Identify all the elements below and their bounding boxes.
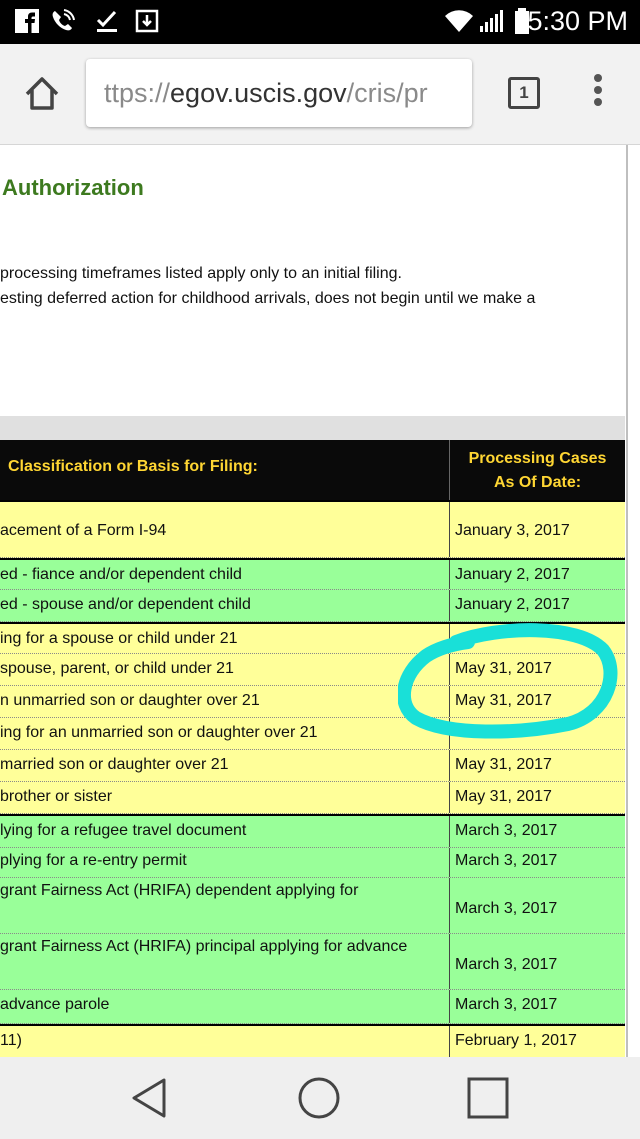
row-date-cell <box>449 590 625 621</box>
row-basis: n unmarried son or daughter over 21 <box>0 692 260 709</box>
url-text <box>104 78 428 109</box>
clock: 5:30 PM <box>527 6 628 36</box>
page-title: Authorization <box>2 175 144 200</box>
header-processing-date <box>450 447 625 495</box>
url-path: /cris/pr <box>346 78 428 108</box>
browser-toolbar <box>0 44 640 145</box>
row-date-cell <box>449 848 625 877</box>
row-date-cell <box>449 934 625 989</box>
notice-line-2: esting deferred action for childhood arrivals, does not begin until we make a <box>0 290 536 307</box>
table-header <box>0 440 625 501</box>
table-top-strip <box>0 416 625 440</box>
row-date: March 3, 2017 <box>455 956 558 973</box>
row-date: May 31, 2017 <box>455 788 552 805</box>
notice-line-1: processing timeframes listed apply only to an initial filing. <box>0 265 402 282</box>
row-date: March 3, 2017 <box>455 822 558 839</box>
table-row <box>0 782 625 814</box>
row-date: January 2, 2017 <box>455 596 570 613</box>
row-date-cell <box>449 816 625 847</box>
row-date: January 3, 2017 <box>455 522 570 539</box>
wifi-icon <box>444 8 474 34</box>
row-date-cell <box>449 782 625 813</box>
row-basis: ing for an unmarried son or daughter over 21 <box>0 724 318 741</box>
row-basis: acement of a Form I-94 <box>0 522 167 539</box>
back-icon[interactable] <box>126 1074 174 1122</box>
header-date-line-2: As Of Date: <box>493 474 582 491</box>
row-basis: spouse, parent, or child under 21 <box>0 660 234 677</box>
row-basis: grant Fairness Act (HRIFA) dependent applying for <box>0 882 359 899</box>
table-row <box>0 558 625 590</box>
table-row <box>0 1024 625 1057</box>
row-date: May 31, 2017 <box>455 756 552 773</box>
download-icon <box>134 8 160 34</box>
row-basis: advance parole <box>0 996 110 1013</box>
address-bar[interactable] <box>86 59 472 127</box>
row-date: March 3, 2017 <box>455 852 558 869</box>
facebook-icon <box>14 8 40 34</box>
header-classification: Classification or Basis for Filing: <box>8 458 258 475</box>
row-date: May 31, 2017 <box>455 692 552 709</box>
table-row <box>0 848 625 878</box>
android-nav-bar <box>0 1057 640 1139</box>
status-bar <box>0 0 640 44</box>
page-right-border <box>626 145 628 1057</box>
row-date-cell <box>449 1026 625 1057</box>
row-date-cell <box>449 560 625 589</box>
row-date-cell <box>449 878 625 933</box>
row-basis: grant Fairness Act (HRIFA) principal applying for advance <box>0 938 408 955</box>
table-row <box>0 814 625 848</box>
home-circle-icon[interactable] <box>295 1074 343 1122</box>
url-prefix: ttps:// <box>104 78 171 108</box>
recents-icon[interactable] <box>464 1074 512 1122</box>
table-row <box>0 990 625 1024</box>
row-basis: ed - fiance and/or dependent child <box>0 566 242 583</box>
table-row <box>0 590 625 622</box>
table-row <box>0 500 625 558</box>
table-row <box>0 878 625 934</box>
row-basis: lying for a refugee travel document <box>0 822 247 839</box>
overflow-menu-icon[interactable] <box>588 74 608 114</box>
url-host: egov.uscis.gov <box>170 78 347 108</box>
check-icon <box>94 8 120 34</box>
table-row <box>0 750 625 782</box>
row-date-cell <box>449 502 625 557</box>
home-icon[interactable] <box>22 74 62 114</box>
row-date: May 31, 2017 <box>455 660 552 677</box>
row-basis: brother or sister <box>0 788 113 805</box>
hand-drawn-circle-annotation <box>398 622 618 744</box>
row-date: February 1, 2017 <box>455 1032 577 1049</box>
row-basis: 11) <box>0 1032 22 1049</box>
phone-wifi-icon <box>50 8 76 34</box>
row-date-cell <box>449 750 625 781</box>
row-date: March 3, 2017 <box>455 900 558 917</box>
web-page <box>0 145 640 1057</box>
row-date: January 2, 2017 <box>455 566 570 583</box>
row-date: March 3, 2017 <box>455 996 558 1013</box>
tab-switcher-button[interactable]: 1 <box>508 77 540 109</box>
row-basis: ed - spouse and/or dependent child <box>0 596 251 613</box>
signal-icon <box>478 8 504 34</box>
row-basis: married son or daughter over 21 <box>0 756 229 773</box>
table-row <box>0 934 625 990</box>
row-basis: ing for a spouse or child under 21 <box>0 630 238 647</box>
header-date-line-1: Processing Cases <box>468 450 607 467</box>
row-date-cell <box>449 990 625 1023</box>
row-basis: plying for a re-entry permit <box>0 852 187 869</box>
